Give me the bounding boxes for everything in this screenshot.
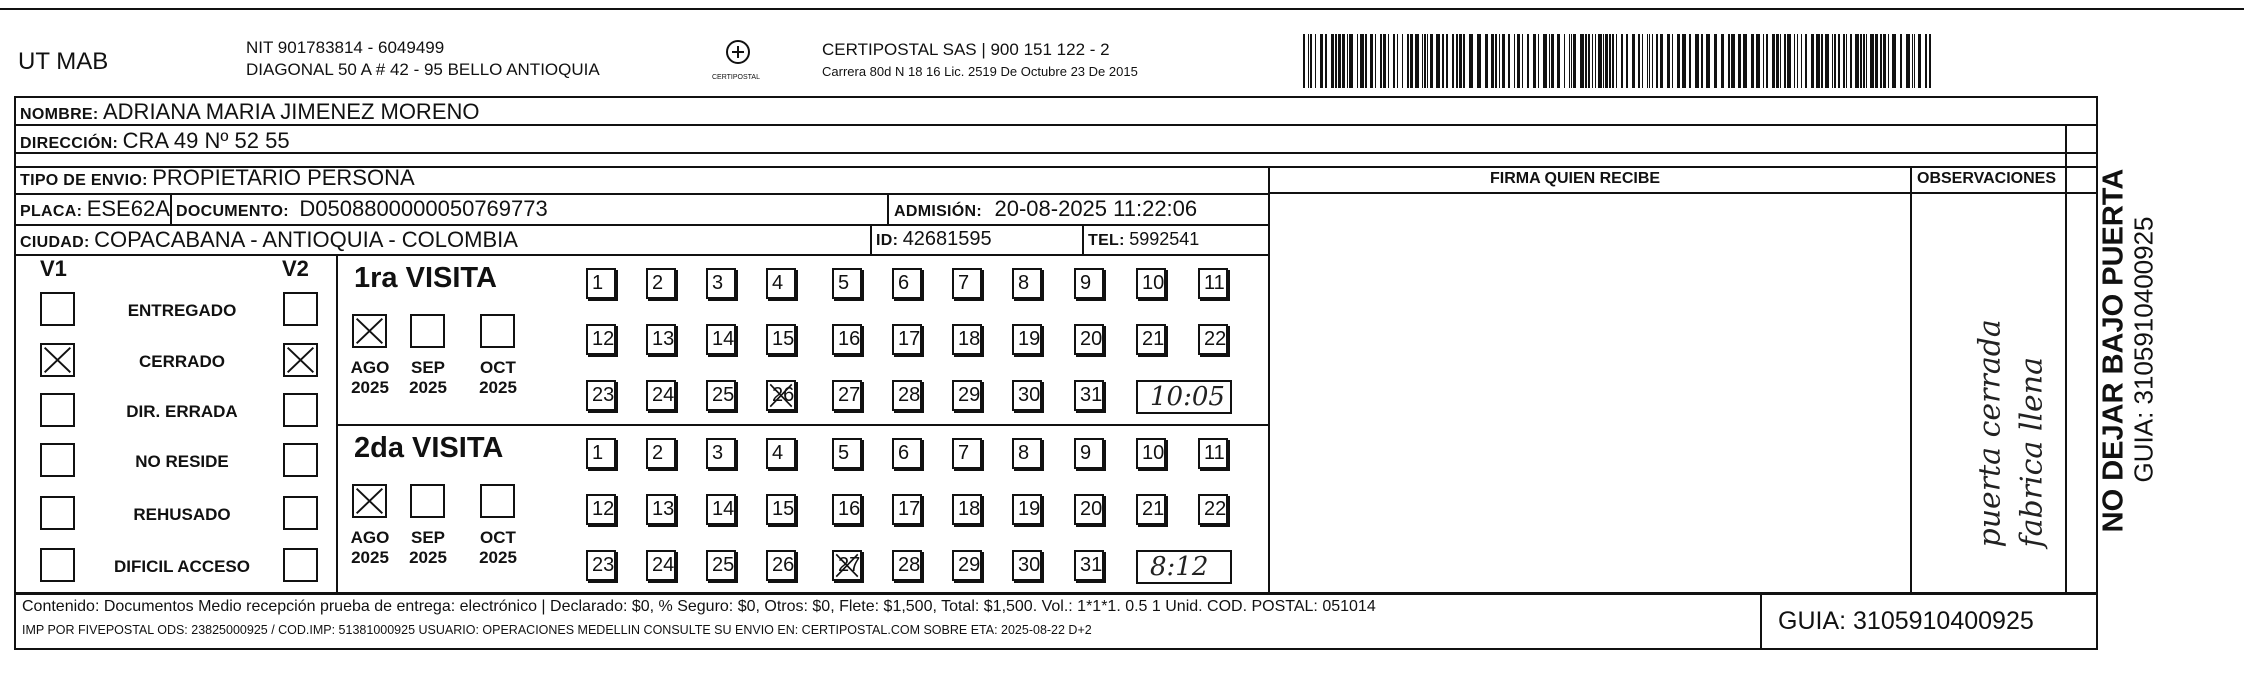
- company-name: UT MAB: [18, 48, 109, 75]
- day-box[interactable]: [1136, 494, 1166, 525]
- v1-label: V1: [40, 256, 67, 281]
- footer-guia: GUIA: 3105910400925: [1778, 607, 2034, 635]
- top-border: [0, 8, 2244, 10]
- month-year: 2025: [409, 548, 447, 567]
- day-number: 7: [958, 442, 970, 464]
- tipo-envio-value: PROPIETARIO PERSONA: [152, 165, 415, 190]
- admision-row: [894, 196, 1197, 222]
- nombre-row: [20, 99, 480, 125]
- no-dejar-text: NO DEJAR BAJO PUERTA: [2097, 168, 2130, 533]
- direccion-value: CRA 49 Nº 52 55: [122, 128, 290, 153]
- status-label: NO RESIDE: [135, 452, 229, 471]
- visit-month-checkbox[interactable]: [480, 484, 515, 518]
- day-box[interactable]: [586, 268, 616, 299]
- day-number: 11: [1204, 442, 1225, 464]
- day-number: 7: [958, 272, 970, 294]
- status-v2-checkbox[interactable]: [283, 343, 318, 377]
- day-cross-mark: [834, 552, 860, 579]
- day-box[interactable]: [1074, 324, 1104, 355]
- day-number: 13: [652, 328, 675, 350]
- day-box[interactable]: [706, 380, 736, 411]
- day-box[interactable]: [952, 380, 982, 411]
- carrier-license: Carrera 80d N 18 16 Lic. 2519 De Octubre 23 De 2015: [822, 64, 1138, 79]
- observation-handwriting: [1920, 200, 2060, 585]
- firma-label: FIRMA QUIEN RECIBE: [1490, 170, 1661, 187]
- day-number: 17: [898, 498, 921, 520]
- visit-month-label: [344, 358, 396, 398]
- visit-month-label: [472, 358, 524, 398]
- status-v1-checkbox[interactable]: [40, 548, 75, 582]
- month-year: 2025: [479, 378, 517, 397]
- day-number: 24: [652, 554, 675, 576]
- logo-text: CERTIPOSTAL: [712, 74, 760, 81]
- direccion-row: [20, 128, 290, 154]
- day-number: 27: [838, 554, 861, 576]
- month-name: AGO: [350, 358, 390, 377]
- tel-row: [1088, 229, 1199, 250]
- day-number: 30: [1018, 554, 1041, 576]
- ciudad-value: COPACABANA - ANTIOQUIA - COLOMBIA: [94, 227, 518, 252]
- status-label: DIR. ERRADA: [126, 402, 238, 421]
- status-v1-checkbox[interactable]: [40, 393, 75, 427]
- day-number: 14: [712, 328, 735, 350]
- day-number: 1: [592, 442, 604, 464]
- day-number: 28: [898, 384, 921, 406]
- visit-month-checkbox[interactable]: [352, 314, 387, 348]
- status-v1-checkbox[interactable]: [40, 443, 75, 477]
- day-number: 10: [1142, 272, 1165, 294]
- day-box[interactable]: [1012, 380, 1042, 411]
- day-box[interactable]: [1136, 324, 1166, 355]
- barcode: [1303, 34, 1935, 88]
- day-box[interactable]: [646, 550, 676, 581]
- day-box[interactable]: [586, 550, 616, 581]
- day-number: 18: [958, 328, 981, 350]
- day-box[interactable]: [1012, 438, 1042, 469]
- day-number: 31: [1080, 384, 1103, 406]
- day-box[interactable]: [706, 550, 736, 581]
- day-number: 4: [772, 272, 784, 294]
- visit-month-checkbox[interactable]: [410, 314, 445, 348]
- day-number: 24: [652, 384, 675, 406]
- day-number: 14: [712, 498, 735, 520]
- day-box[interactable]: [766, 438, 796, 469]
- month-year: 2025: [409, 378, 447, 397]
- day-number: 21: [1142, 328, 1165, 350]
- day-number: 29: [958, 554, 981, 576]
- day-box[interactable]: [706, 324, 736, 355]
- day-box[interactable]: [1012, 324, 1042, 355]
- day-number: 17: [898, 328, 921, 350]
- day-box[interactable]: [952, 324, 982, 355]
- month-name: OCT: [480, 528, 516, 547]
- documento-row: [176, 196, 548, 222]
- day-number: 6: [898, 272, 910, 294]
- day-box[interactable]: [1198, 438, 1228, 469]
- day-box[interactable]: [706, 438, 736, 469]
- placa-row: [20, 196, 170, 222]
- day-box[interactable]: [1198, 324, 1228, 355]
- day-box[interactable]: [646, 494, 676, 525]
- day-number: 2: [652, 442, 664, 464]
- day-box[interactable]: [952, 438, 982, 469]
- day-box[interactable]: [766, 494, 796, 525]
- day-box[interactable]: [952, 494, 982, 525]
- admision-value: 20-08-2025 11:22:06: [994, 196, 1198, 221]
- month-name: SEP: [410, 358, 446, 377]
- status-label: CERRADO: [139, 352, 225, 371]
- day-number: 11: [1204, 272, 1225, 294]
- visit-title: 1ra VISITA: [354, 262, 497, 294]
- observation-line-1: puerta cerrada: [1972, 319, 2008, 548]
- day-number: 18: [958, 498, 981, 520]
- day-box[interactable]: [1074, 494, 1104, 525]
- day-number: 3: [712, 272, 724, 294]
- placa-label: PLACA:: [20, 203, 83, 220]
- day-box[interactable]: [586, 380, 616, 411]
- day-number: 6: [898, 442, 910, 464]
- company-address: DIAGONAL 50 A # 42 - 95 BELLO ANTIOQUIA: [246, 60, 600, 79]
- side-text: [2090, 126, 2159, 586]
- day-number: 27: [838, 384, 861, 406]
- day-box[interactable]: [646, 438, 676, 469]
- day-box[interactable]: [892, 380, 922, 411]
- day-box[interactable]: [832, 324, 862, 355]
- status-v2-checkbox[interactable]: [283, 443, 318, 477]
- v2-label: V2: [282, 256, 309, 281]
- day-box[interactable]: [646, 380, 676, 411]
- day-box[interactable]: [1074, 380, 1104, 411]
- day-box[interactable]: [892, 324, 922, 355]
- day-box[interactable]: [586, 438, 616, 469]
- visit-title: 2da VISITA: [354, 432, 504, 464]
- day-number: 9: [1080, 442, 1092, 464]
- nombre-label: NOMBRE:: [20, 106, 99, 123]
- day-number: 15: [772, 328, 795, 350]
- company-nit: NIT 901783814 - 6049499: [246, 38, 445, 57]
- documento-label: DOCUMENTO:: [176, 203, 289, 220]
- day-box[interactable]: [892, 550, 922, 581]
- day-number: 20: [1080, 498, 1103, 520]
- tipo-envio-row: [20, 165, 415, 191]
- day-number: 2: [652, 272, 664, 294]
- day-number: 26: [772, 384, 795, 406]
- day-box[interactable]: [892, 438, 922, 469]
- id-value: 42681595: [902, 228, 992, 250]
- day-box[interactable]: [832, 494, 862, 525]
- day-box[interactable]: [1136, 438, 1166, 469]
- tipo-envio-label: TIPO DE ENVIO:: [20, 172, 148, 189]
- day-number: 4: [772, 442, 784, 464]
- footer-imp: IMP POR FIVEPOSTAL ODS: 23825000925 / COD.IMP: 51381000925 USUARIO: OPERACIONES MEDELLIN CONSULTE SU ENVIO EN: CERTIPOSTAL.COM SOBRE ETA: 2025-08-22 D+2: [22, 623, 1092, 637]
- day-box[interactable]: [832, 268, 862, 299]
- day-number: 19: [1018, 498, 1041, 520]
- day-box[interactable]: [766, 380, 796, 411]
- day-number: 29: [958, 384, 981, 406]
- day-number: 20: [1080, 328, 1103, 350]
- day-cross-mark: [768, 382, 794, 409]
- status-label: DIFICIL ACCESO: [113, 557, 250, 576]
- day-number: 12: [592, 328, 615, 350]
- id-row: [876, 228, 992, 251]
- visit-time-value: 8:12: [1150, 552, 1209, 582]
- day-number: 8: [1018, 272, 1030, 294]
- day-box[interactable]: [766, 550, 796, 581]
- day-box[interactable]: [586, 494, 616, 525]
- id-label: ID:: [876, 232, 899, 249]
- direccion-label: DIRECCIÓN:: [20, 135, 119, 152]
- status-v2-checkbox[interactable]: [283, 548, 318, 582]
- ciudad-row: [20, 227, 518, 253]
- status-v2-checkbox[interactable]: [283, 496, 318, 530]
- admision-label: ADMISIÓN:: [894, 203, 983, 220]
- day-box[interactable]: [1074, 550, 1104, 581]
- day-number: 16: [838, 328, 861, 350]
- visit-time-value: 10:05: [1150, 382, 1225, 412]
- month-name: AGO: [350, 528, 390, 547]
- day-number: 25: [712, 384, 735, 406]
- day-number: 22: [1204, 498, 1227, 520]
- day-box[interactable]: [832, 550, 862, 581]
- status-label: REHUSADO: [133, 505, 231, 524]
- month-year: 2025: [479, 548, 517, 567]
- day-number: 31: [1080, 554, 1103, 576]
- day-number: 30: [1018, 384, 1041, 406]
- day-number: 12: [592, 498, 615, 520]
- tel-label: TEL:: [1088, 232, 1125, 249]
- day-number: 26: [772, 554, 795, 576]
- day-box[interactable]: [1198, 268, 1228, 299]
- nombre-value: ADRIANA MARIA JIMENEZ MORENO: [103, 99, 480, 124]
- footer-contenido: Contenido: Documentos Medio recepción prueba de entrega: electrónico | Declarado: $0, % Seguro: $0, Otros: $0, Flete: $1,500, Total: $1,500. Vol.: 1*1*1. 0.5 1 Unid. COD. POSTAL: 051014: [22, 598, 1376, 615]
- visit-month-label: [402, 528, 454, 568]
- day-number: 22: [1204, 328, 1227, 350]
- status-v1-checkbox[interactable]: [40, 292, 75, 326]
- day-box[interactable]: [1012, 494, 1042, 525]
- day-number: 1: [592, 272, 604, 294]
- day-number: 15: [772, 498, 795, 520]
- day-box[interactable]: [1012, 268, 1042, 299]
- day-box[interactable]: [892, 268, 922, 299]
- day-box[interactable]: [706, 268, 736, 299]
- day-number: 21: [1142, 498, 1165, 520]
- day-number: 5: [838, 442, 850, 464]
- tel-value: 5992541: [1129, 229, 1200, 249]
- status-label: ENTREGADO: [127, 301, 237, 320]
- day-number: 13: [652, 498, 675, 520]
- month-name: OCT: [480, 358, 516, 377]
- day-number: 23: [592, 554, 615, 576]
- day-box[interactable]: [586, 324, 616, 355]
- observaciones-label: OBSERVACIONES: [1917, 170, 2056, 187]
- side-guia: GUIA: 3105910400925: [2128, 216, 2159, 483]
- day-box[interactable]: [766, 324, 796, 355]
- day-box[interactable]: [1074, 438, 1104, 469]
- visit-month-label: [402, 358, 454, 398]
- day-box[interactable]: [1012, 550, 1042, 581]
- visit-month-checkbox[interactable]: [352, 484, 387, 518]
- day-box[interactable]: [1136, 268, 1166, 299]
- day-box[interactable]: [766, 268, 796, 299]
- day-number: 28: [898, 554, 921, 576]
- observation-line-2: fabrica llena: [2014, 356, 2050, 548]
- visit-time-box[interactable]: [1136, 550, 1232, 584]
- ciudad-label: CIUDAD:: [20, 234, 90, 251]
- month-year: 2025: [351, 378, 389, 397]
- day-box[interactable]: [832, 438, 862, 469]
- visit-month-label: [472, 528, 524, 568]
- day-box[interactable]: [1074, 268, 1104, 299]
- day-number: 5: [838, 272, 850, 294]
- month-year: 2025: [351, 548, 389, 567]
- visit-month-checkbox[interactable]: [410, 484, 445, 518]
- month-name: SEP: [410, 528, 446, 547]
- day-number: 19: [1018, 328, 1041, 350]
- carrier-name: CERTIPOSTAL SAS | 900 151 122 - 2: [822, 40, 1110, 59]
- day-box[interactable]: [952, 268, 982, 299]
- placa-value: ESE62A: [86, 196, 170, 221]
- status-v1-checkbox[interactable]: [40, 343, 75, 377]
- status-v2-checkbox[interactable]: [283, 393, 318, 427]
- visit-month-checkbox[interactable]: [480, 314, 515, 348]
- status-v2-checkbox[interactable]: [283, 292, 318, 326]
- day-number: 3: [712, 442, 724, 464]
- day-number: 16: [838, 498, 861, 520]
- day-box[interactable]: [646, 324, 676, 355]
- day-number: 8: [1018, 442, 1030, 464]
- day-number: 9: [1080, 272, 1092, 294]
- day-number: 10: [1142, 442, 1165, 464]
- day-box[interactable]: [646, 268, 676, 299]
- day-box[interactable]: [706, 494, 736, 525]
- day-box[interactable]: [892, 494, 922, 525]
- visit-month-label: [344, 528, 396, 568]
- signature-area[interactable]: [1272, 196, 1908, 590]
- day-box[interactable]: [832, 380, 862, 411]
- day-number: 23: [592, 384, 615, 406]
- status-v1-checkbox[interactable]: [40, 496, 75, 530]
- visit-time-box[interactable]: [1136, 380, 1232, 414]
- day-number: 25: [712, 554, 735, 576]
- documento-value: D0508800000050769773: [299, 196, 548, 221]
- day-box[interactable]: [952, 550, 982, 581]
- day-box[interactable]: [1198, 494, 1228, 525]
- certipostal-logo: [718, 38, 758, 78]
